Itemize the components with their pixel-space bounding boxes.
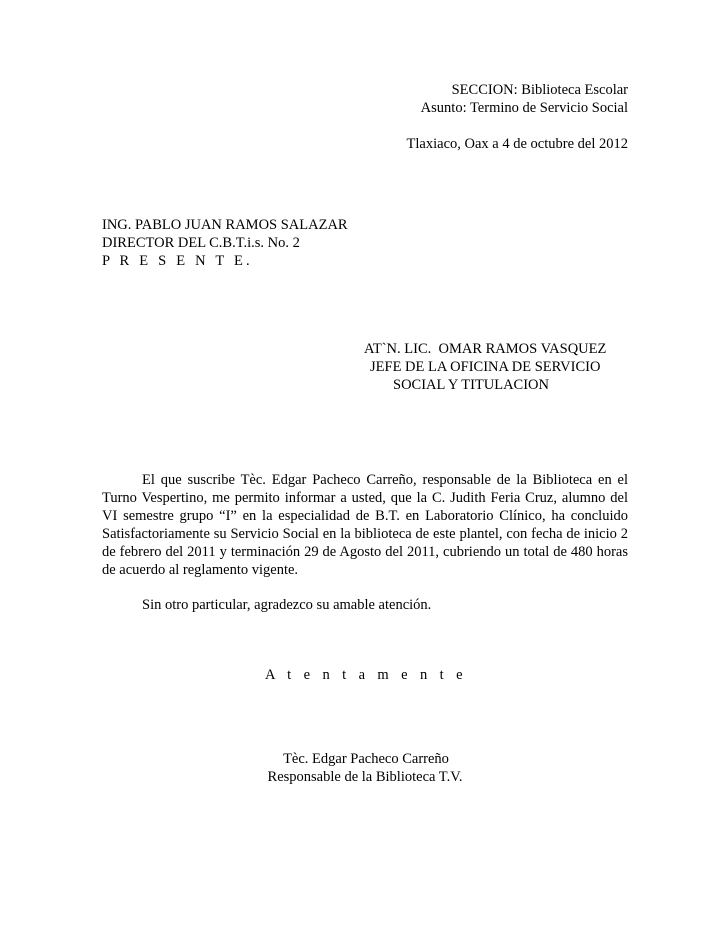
section-line: SECCION: Biblioteca Escolar bbox=[451, 82, 628, 98]
signature-block bbox=[102, 750, 628, 786]
attention-block bbox=[364, 340, 606, 394]
closing-block bbox=[102, 666, 628, 684]
signature-name: Tèc. Edgar Pacheco Carreño bbox=[283, 751, 449, 767]
presente-line: P R E S E N T E. bbox=[102, 253, 253, 269]
letter-header bbox=[380, 81, 628, 153]
letter-body bbox=[102, 471, 628, 614]
subject-line: Asunto: Termino de Servicio Social bbox=[420, 100, 628, 116]
body-paragraph-1: El que suscribe Tèc. Edgar Pacheco Carreño, responsable de la Biblioteca en el Turno Vespertino, me permito informar a usted, que la C. Judith Feria Cruz, alumno del VI semestre grupo “I” en la especialidad de B.T. en Laboratorio Clínico, ha concluido Satisfactoriamente su Servicio Social en la biblioteca de este plantel, con fecha de inicio 2 de febrero del 2011 y terminación 29 de Agosto del 2011, cubriendo un total de 480 horas de acuerdo al reglamento vigente. bbox=[102, 472, 628, 578]
attention-line-2: JEFE DE LA OFICINA DE SERVICIO bbox=[370, 359, 601, 375]
attention-line-3: SOCIAL Y TITULACION bbox=[393, 377, 549, 393]
attention-line-1: AT`N. LIC. OMAR RAMOS VASQUEZ bbox=[364, 341, 607, 357]
recipient-block bbox=[102, 216, 348, 270]
body-paragraph-2: Sin otro particular, agradezco su amable atención. bbox=[142, 597, 432, 613]
recipient-position: DIRECTOR DEL C.B.T.i.s. No. 2 bbox=[102, 235, 300, 251]
signature-title: Responsable de la Biblioteca T.V. bbox=[267, 769, 463, 785]
recipient-name: ING. PABLO JUAN RAMOS SALAZAR bbox=[102, 217, 348, 233]
closing-salutation: A t e n t a m e n t e bbox=[265, 667, 467, 683]
place-date-line: Tlaxiaco, Oax a 4 de octubre del 2012 bbox=[406, 136, 628, 152]
